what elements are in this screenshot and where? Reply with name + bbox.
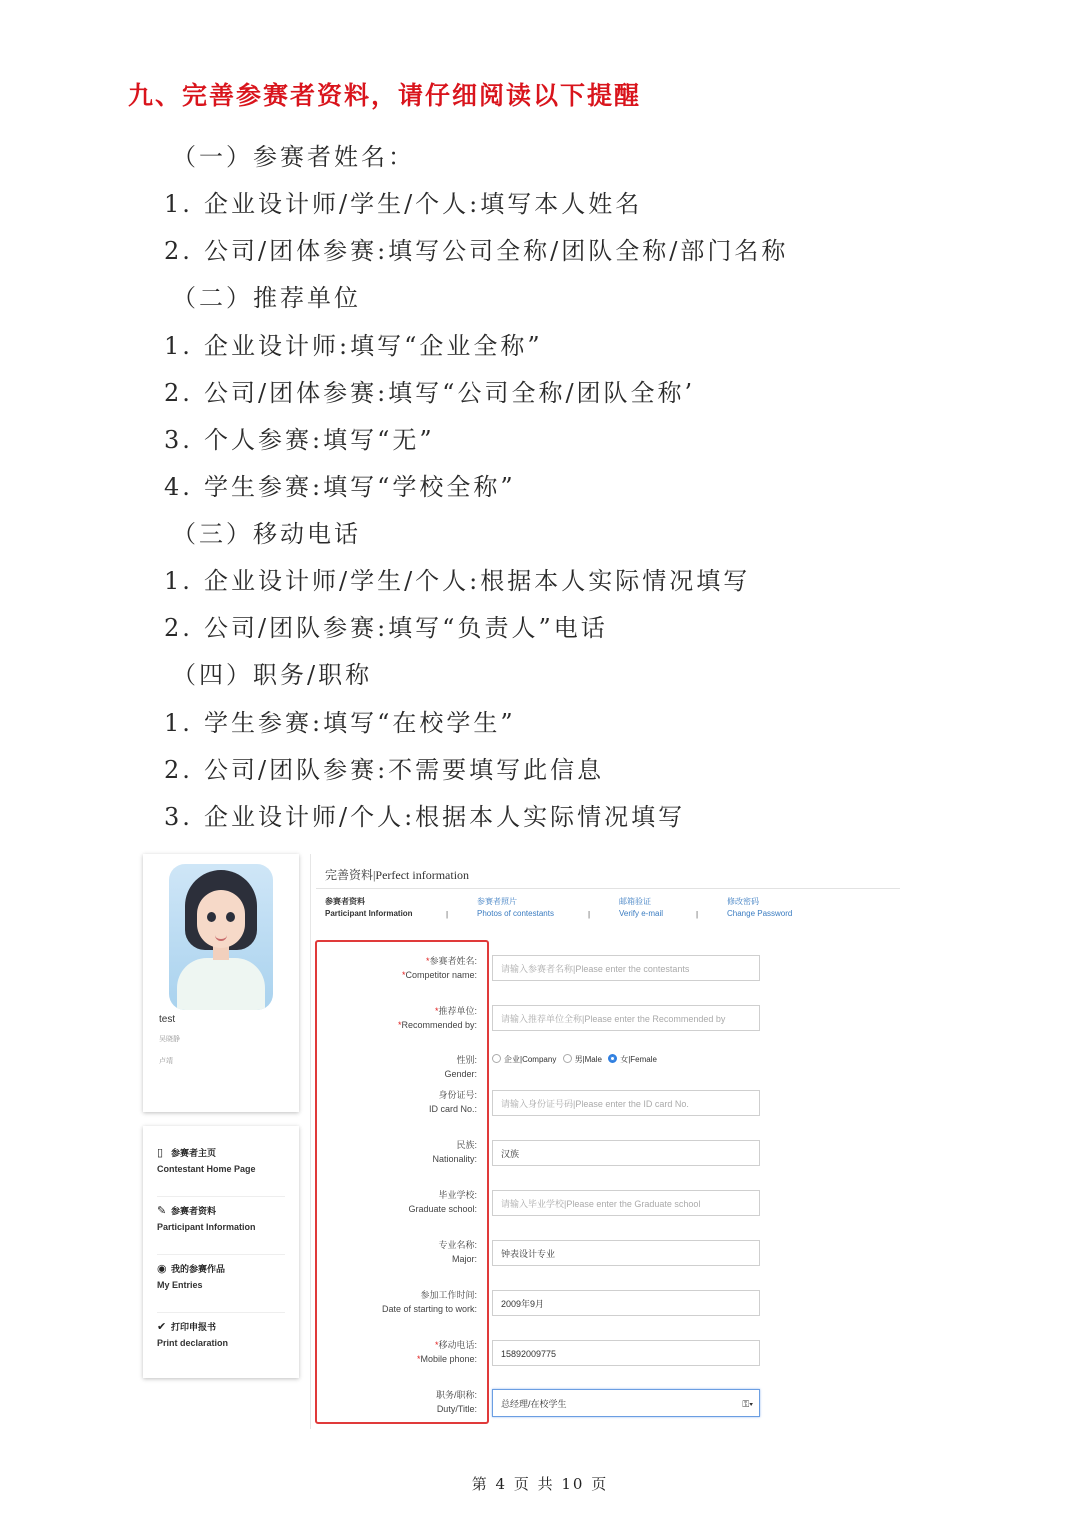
page-title: 完善资料|Perfect information (325, 868, 470, 882)
menu-label-en: Print declaration (157, 1338, 229, 1348)
menu-label-en: My Entries (157, 1280, 203, 1290)
section-subheading (172, 655, 372, 690)
label-duty-title: 职务/职称: Duty/Title: (435, 1390, 477, 1414)
tab-label-en: Change Password (727, 909, 793, 918)
page-icon: ▯ (157, 1147, 164, 1159)
label-mobile-phone: *移动电话: *Mobile phone: (416, 1340, 477, 1364)
graduate-school-input[interactable]: 请输入毕业学校|Please enter the Graduate school (492, 1190, 760, 1216)
avatar (169, 864, 273, 1010)
list-item (164, 750, 604, 785)
list-item (164, 184, 642, 219)
list-number: 2. (164, 237, 193, 265)
menu-label-zh: 我的参赛作品 (171, 1264, 226, 1274)
label-id-card: 身份证号: ID card No.: (428, 1090, 477, 1114)
menu-label-zh: 打印申报书 (171, 1322, 217, 1332)
tab-photos[interactable] (477, 896, 554, 920)
profile-line-1: 吴晓静 (159, 1036, 180, 1043)
list-text: 企业设计师:填写“企业全称” (204, 332, 543, 360)
radio-company[interactable] (492, 1054, 501, 1063)
list-text: 企业设计师/学生/个人:根据本人实际情况填写 (204, 567, 751, 595)
autofill-key-icon[interactable]: ⚿▾ (742, 1399, 753, 1409)
tab-participant-info[interactable] (325, 896, 413, 920)
title-divider (316, 888, 900, 889)
radio-company-label: 企业|Company (504, 1055, 557, 1064)
label-recommended-by: *推荐单位: *Recommended by: (397, 1006, 477, 1030)
menu-label-en: Participant Information (157, 1222, 256, 1232)
menu-item-print[interactable] (157, 1314, 285, 1370)
tab-change-password[interactable] (727, 896, 792, 920)
list-item (164, 326, 543, 361)
recommended-by-input[interactable]: 请输入推荐单位全称|Please enter the Recommended by (492, 1005, 760, 1031)
competitor-name-input[interactable]: 请输入参赛者名称|Please enter the contestants (492, 955, 760, 981)
side-menu (143, 1126, 299, 1378)
tab-label-zh: 邮箱验证 (619, 897, 651, 906)
list-number: 1. (164, 190, 193, 218)
id-card-input[interactable]: 请输入身份证号码|Please enter the ID card No. (492, 1090, 760, 1116)
duty-title-input[interactable] (492, 1389, 760, 1417)
label-nationality: 民族: Nationality: (432, 1140, 477, 1164)
section-heading: 九、完善参赛者资料，请仔细阅读以下提醒 (128, 81, 642, 110)
list-text: 公司/团队参赛:填写“负责人”电话 (204, 614, 608, 642)
tab-separator: | (446, 910, 449, 919)
list-number: 2. (164, 756, 193, 784)
label-major: 专业名称: Major: (438, 1240, 477, 1264)
list-number: 1. (164, 567, 193, 595)
section-subheading (172, 514, 361, 549)
list-text: 公司/团体参赛:填写公司全称/团队全称/部门名称 (204, 237, 789, 265)
profile-name: test (159, 1014, 176, 1025)
camera-icon: ◉ (157, 1263, 167, 1275)
list-number: 3. (164, 426, 193, 454)
radio-male[interactable] (563, 1054, 572, 1063)
nationality-input[interactable]: 汉族 (492, 1140, 760, 1166)
list-text: 企业设计师/学生/个人:填写本人姓名 (204, 190, 643, 218)
list-item (164, 467, 516, 502)
menu-label-en: Contestant Home Page (157, 1164, 256, 1174)
tab-label-zh: 参赛者资料 (325, 897, 365, 906)
radio-male-label: 男|Male (574, 1055, 602, 1064)
menu-item-my-entries[interactable] (157, 1256, 285, 1313)
list-item (164, 561, 750, 596)
form-screenshot (140, 850, 910, 1430)
list-item (164, 608, 608, 643)
section-subheading (172, 278, 361, 313)
radio-female-label: 女|Female (620, 1055, 657, 1064)
list-text: 公司/团体参赛:填写“公司全称/团队全称’ (204, 379, 696, 407)
list-number: 1. (164, 332, 193, 360)
check-circle-icon: ✔ (157, 1321, 167, 1333)
tab-separator: | (696, 910, 699, 919)
menu-label-zh: 参赛者资料 (171, 1206, 217, 1216)
list-item (164, 703, 516, 738)
list-item (164, 373, 695, 408)
list-text: 学生参赛:填写“学校全称” (204, 473, 516, 501)
radio-female[interactable] (608, 1054, 617, 1063)
list-text: 个人参赛:填写“无” (204, 426, 435, 454)
list-number: 3. (164, 803, 193, 831)
label-graduate-school: 毕业学校: Graduate school: (408, 1190, 477, 1214)
list-number: 4. (164, 473, 193, 501)
menu-item-home[interactable] (157, 1140, 285, 1197)
list-text: 公司/团队参赛:不需要填写此信息 (204, 756, 605, 784)
profile-line-2: 卢靖 (159, 1058, 173, 1065)
list-text: （三）移动电话 (172, 520, 361, 548)
tab-label-zh: 修改密码 (727, 897, 759, 906)
duty-title-value: 总经理/在校学生 (501, 1399, 567, 1409)
gender-radio-group (492, 1054, 657, 1065)
list-text: （四）职务/职称 (172, 661, 373, 689)
major-input[interactable]: 钟表设计专业 (492, 1240, 760, 1266)
list-item (164, 797, 685, 832)
label-work-date: 参加工作时间: Date of starting to work: (381, 1290, 477, 1314)
list-text: （一）参赛者姓名： (172, 143, 415, 171)
tab-label-en: Participant Information (325, 909, 413, 918)
section-subheading (172, 137, 415, 172)
list-text: （二）推荐单位 (172, 284, 361, 312)
list-item (164, 231, 788, 266)
menu-label-zh: 参赛者主页 (171, 1148, 217, 1158)
page-footer: 第 4 页 共 10 页 (471, 1475, 609, 1493)
list-item (164, 420, 435, 455)
divider (310, 854, 311, 1429)
label-gender: 性别: Gender: (444, 1055, 477, 1079)
work-date-input[interactable]: 2009年9月 (492, 1290, 760, 1316)
pencil-icon: ✎ (157, 1205, 167, 1217)
tab-label-zh: 参赛者照片 (477, 897, 517, 906)
tab-verify-email[interactable] (619, 896, 663, 920)
menu-item-participant-info[interactable] (157, 1198, 285, 1255)
tab-label-en: Verify e-mail (619, 909, 664, 918)
list-text: 学生参赛:填写“在校学生” (204, 709, 516, 737)
list-text: 企业设计师/个人:根据本人实际情况填写 (204, 803, 686, 831)
list-number: 1. (164, 709, 193, 737)
list-number: 2. (164, 379, 193, 407)
profile-card (143, 854, 299, 1112)
label-competitor-name: *参赛者姓名: *Competitor name: (401, 956, 477, 980)
tab-label-en: Photos of contestants (477, 909, 554, 918)
mobile-phone-input[interactable]: 15892009775 (492, 1340, 760, 1366)
tab-separator: | (588, 910, 591, 919)
list-number: 2. (164, 614, 193, 642)
